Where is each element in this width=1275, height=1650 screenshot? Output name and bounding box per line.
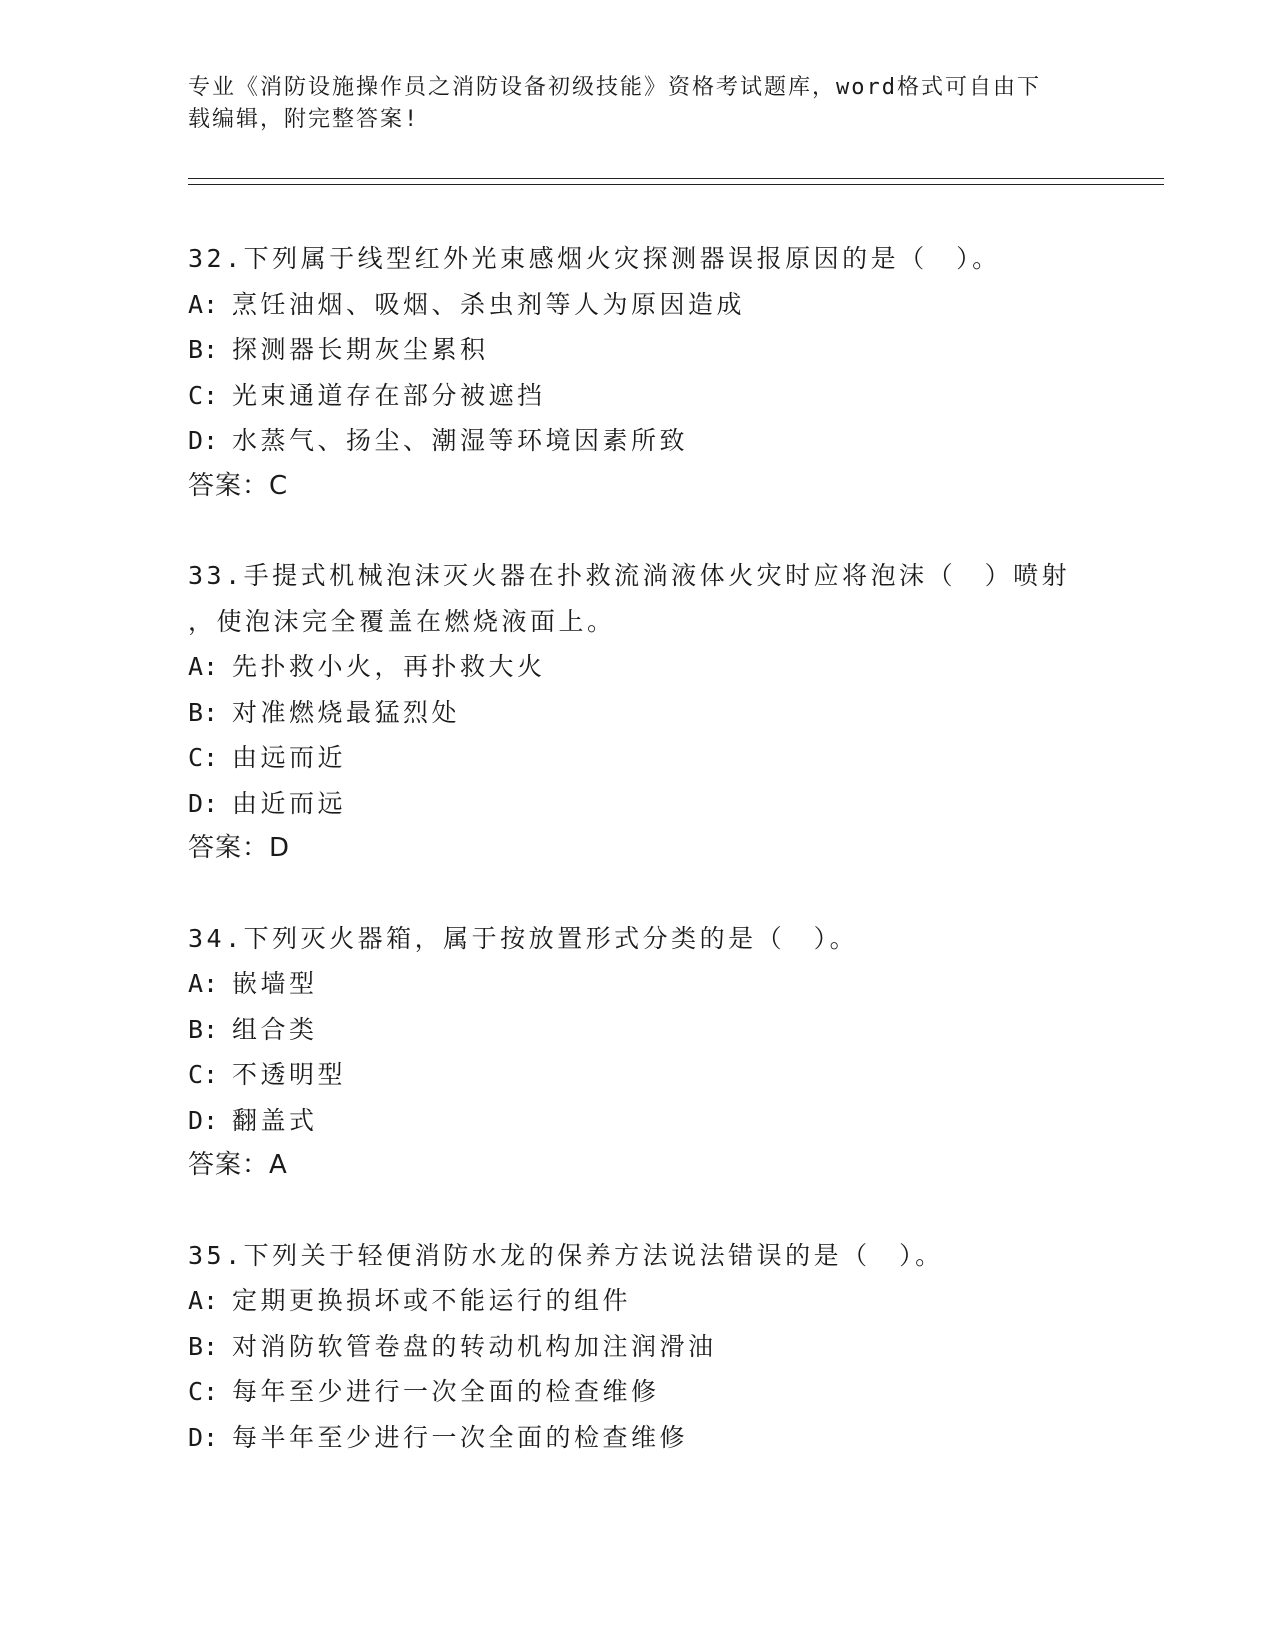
document-header: [188, 72, 1068, 136]
option-label: D:: [188, 1422, 219, 1452]
option-label: D:: [188, 1105, 219, 1135]
option-text: 先扑救小火，再扑救大火: [232, 652, 546, 681]
option-text: 光束通道存在部分被遮挡: [232, 380, 546, 410]
answer-text: 答案：D: [188, 833, 291, 863]
option-d: [188, 418, 1088, 464]
option-text: 对准燃烧最猛烈处: [232, 697, 461, 727]
question-stem-continued: ，使泡沫完全覆盖在燃烧液面上。: [188, 606, 616, 636]
header-line-1: 专业《消防设施操作员之消防设备初级技能》资格考试题库，word格式可自由下: [188, 75, 1041, 100]
option-text: 每半年至少进行一次全面的检查维修: [232, 1422, 689, 1452]
option-label: A:: [188, 1286, 219, 1315]
option-label: B:: [188, 697, 219, 727]
option-text: 烹饪油烟、吸烟、杀虫剂等人为原因造成: [232, 289, 746, 319]
question-35: [188, 1233, 1088, 1461]
option-text: 每年至少进行一次全面的检查维修: [232, 1377, 660, 1406]
question-list: [188, 236, 1088, 1504]
option-b: [188, 690, 1088, 736]
option-b: [188, 1007, 1088, 1053]
header-line-2: 载编辑，附完整答案!: [188, 107, 420, 132]
answer-text: 答案：C: [188, 470, 289, 501]
option-text: 探测器长期灰尘累积: [232, 335, 489, 364]
option-c: [188, 735, 1088, 781]
header-double-rule: [188, 178, 1164, 185]
option-c: [188, 1052, 1088, 1098]
option-label: C:: [188, 1060, 219, 1089]
option-label: C:: [188, 743, 219, 772]
question-32: [188, 236, 1088, 509]
question-stem: 35.下列关于轻便消防水龙的保养方法说法错误的是（ ）。: [188, 1240, 944, 1270]
option-c: [188, 373, 1088, 419]
option-label: D:: [188, 426, 219, 455]
option-label: D:: [188, 788, 219, 818]
option-label: A:: [188, 289, 219, 319]
option-label: C:: [188, 380, 219, 410]
question-stem: 34.下列灭火器箱，属于按放置形式分类的是（ ）。: [188, 923, 859, 953]
option-c: [188, 1369, 1088, 1415]
option-b: [188, 327, 1088, 373]
option-text: 定期更换损坏或不能运行的组件: [232, 1286, 632, 1315]
option-a: [188, 1278, 1088, 1324]
option-text: 由远而近: [232, 743, 347, 772]
option-text: 由近而远: [232, 788, 347, 818]
option-label: B:: [188, 1331, 219, 1361]
option-label: B:: [188, 335, 219, 364]
option-text: 翻盖式: [232, 1105, 318, 1135]
question-34: [188, 916, 1088, 1189]
option-label: B:: [188, 1014, 219, 1044]
option-label: C:: [188, 1377, 219, 1406]
option-d: [188, 1415, 1088, 1461]
answer-text: 答案：A: [188, 1150, 288, 1180]
option-text: 嵌墙型: [232, 969, 318, 998]
option-text: 水蒸气、扬尘、潮湿等环境因素所致: [232, 426, 689, 455]
option-a: [188, 961, 1088, 1007]
option-d: [188, 1098, 1088, 1144]
option-text: 不透明型: [232, 1060, 347, 1089]
option-d: [188, 781, 1088, 827]
option-b: [188, 1324, 1088, 1370]
option-label: A:: [188, 652, 219, 681]
question-stem: 33.手提式机械泡沫灭火器在扑救流淌液体火灾时应将泡沫（ ）喷射: [188, 561, 1071, 590]
option-text: 对消防软管卷盘的转动机构加注润滑油: [232, 1331, 717, 1361]
option-a: [188, 644, 1088, 690]
option-a: [188, 282, 1088, 328]
option-text: 组合类: [232, 1014, 318, 1044]
option-label: A:: [188, 969, 219, 998]
question-stem: 32.下列属于线型红外光束感烟火灾探测器误报原因的是（ ）。: [188, 244, 1001, 273]
question-33: [188, 553, 1088, 872]
